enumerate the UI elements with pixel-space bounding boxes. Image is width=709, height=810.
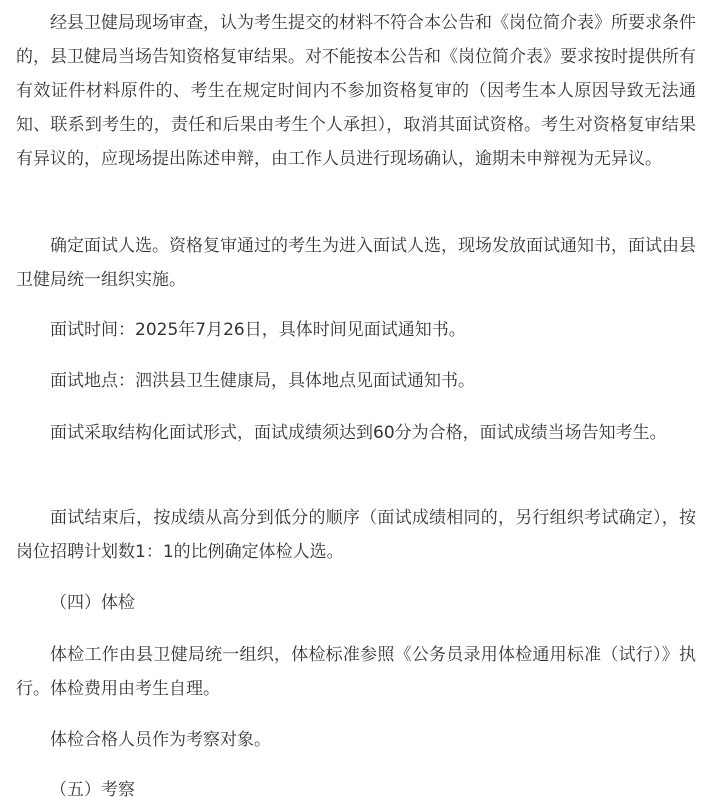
section-heading-medical-exam: （四）体检 bbox=[50, 593, 135, 613]
paragraph-medical-selection: 面试结束后，按成绩从高分到低分的顺序（面试成绩相同的，另行组织考试确定），按岗位招聘计划数1：1的比例确定体检人选。 bbox=[16, 508, 696, 562]
section-heading-inspection: （五）考察 bbox=[50, 780, 135, 800]
paragraph-interview-format: 面试采取结构化面试形式，面试成绩须达到60分为合格，面试成绩当场告知考生。 bbox=[50, 423, 667, 443]
paragraph-qualification-review: 经县卫健局现场审查，认为考生提交的材料不符合本公告和《岗位简介表》所要求条件的，县卫健局当场告知资格复审结果。对不能按本公告和《岗位简介表》要求按时提供所有有效证件材料原件的、考生在规定时间内不参加资格复审的（因考生本人原因导致无法通知、联系到考生的，责任和后果由考生个人承担），取消其面试资格。考生对资格复审结果有异议的，应现场提出陈述申辩，由工作人员进行现场确认，逾期未申辩视为无异议。 bbox=[16, 13, 696, 169]
paragraph-medical-qualified: 体检合格人员作为考察对象。 bbox=[50, 730, 271, 750]
paragraph-interview-candidates: 确定面试人选。资格复审通过的考生为进入面试人选，现场发放面试通知书，面试由县卫健局统一组织实施。 bbox=[16, 236, 696, 290]
paragraph-interview-location: 面试地点：泗洪县卫生健康局，具体地点见面试通知书。 bbox=[50, 371, 475, 391]
paragraph-interview-time: 面试时间：2025年7月26日，具体时间见面试通知书。 bbox=[50, 320, 466, 340]
paragraph-medical-exam: 体检工作由县卫健局统一组织，体检标准参照《公务员录用体检通用标准（试行）》执行。体检费用由考生自理。 bbox=[16, 645, 696, 699]
